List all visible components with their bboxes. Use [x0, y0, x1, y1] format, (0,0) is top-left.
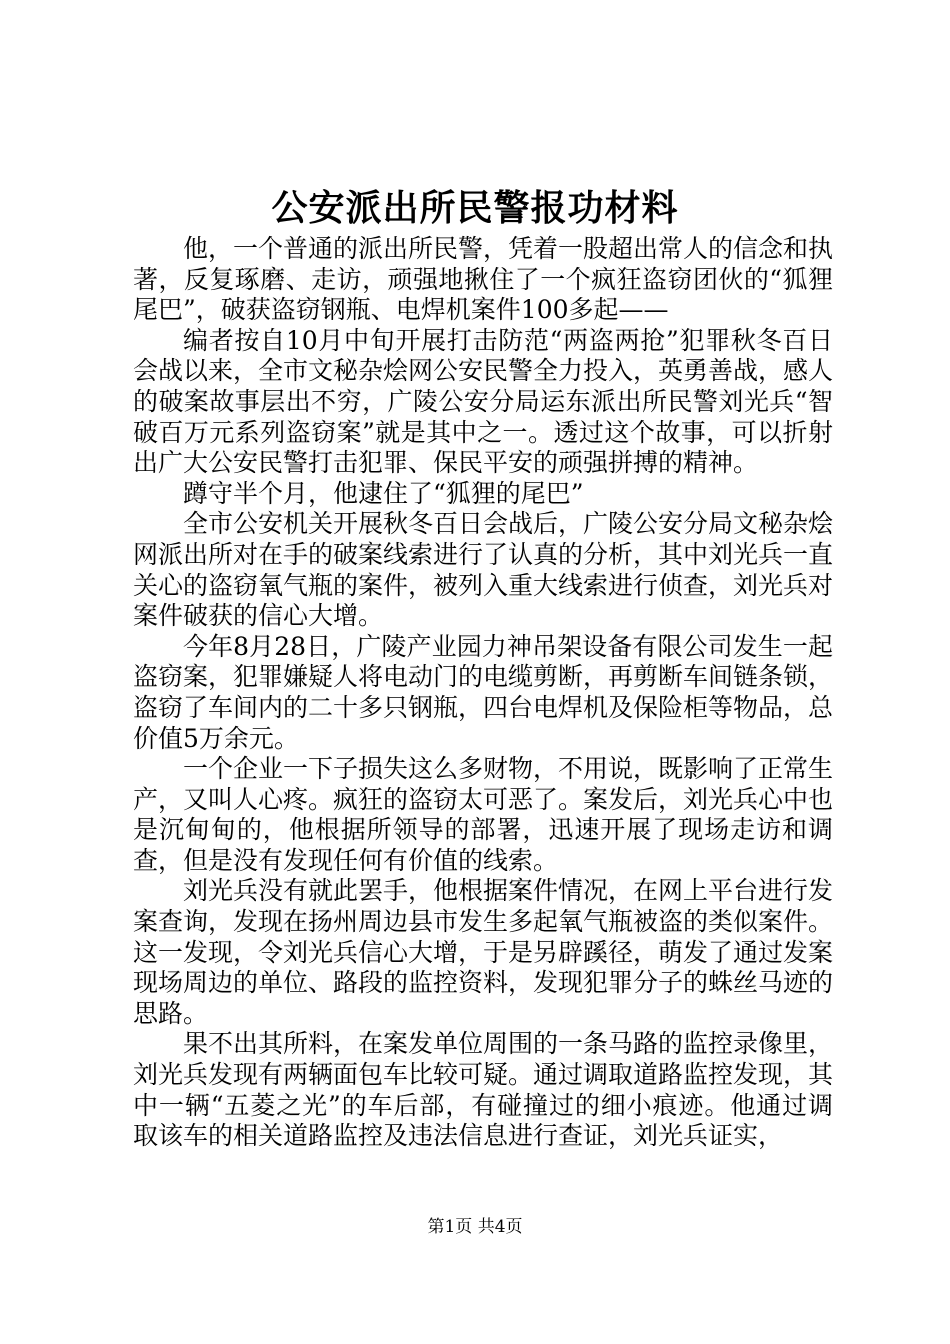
paragraph-body: 一个企业一下子损失这么多财物，不用说，既影响了正常生产，又叫人心疼。疯狂的盗窃太可恶了。案发后，刘光兵心中也是沉甸甸的，他根据所领导的部署，迅速开展了现场走访和调查，但是没有发现任何有价值的线索。 [133, 754, 834, 875]
page-number-footer: 第1页 共4页 [427, 1217, 523, 1237]
paragraph-body: 果不出其所料，在案发单位周围的一条马路的监控录像里，刘光兵发现有两辆面包车比较可疑。通过调取道路监控发现，其中一辆“五菱之光”的车后部，有碰撞过的细小痕迹。他通过调取该车的相关道路监控及违法信息进行查证，刘光兵证实， [133, 1029, 834, 1151]
paragraph-editor-note: 编者按自10月中旬开展打击防范“两盗两抢”犯罪秋冬百日会战以来，全市文秘杂烩网公安民警全力投入，英勇善战，感人的破案故事层出不穷，广陵公安分局运东派出所民警刘光兵“智破百万元系列盗窃案”就是其中之一。透过这个故事，可以折射出广大公安民警打击犯罪、保民平安的顽强拼搏的精神。 [133, 325, 834, 478]
document-title: 公安派出所民警报功材料 [271, 187, 679, 229]
paragraph-body: 今年8月28日，广陵产业园力神吊架设备有限公司发生一起盗窃案，犯罪嫌疑人将电动门的电缆剪断，再剪断车间链条锁，盗窃了车间内的二十多只钢瓶，四台电焊机及保险柜等物品，总价值5万余元。 [133, 631, 834, 753]
document-body [133, 234, 833, 1152]
paragraph-subheading: 蹲守半个月，他逮住了“狐狸的尾巴” [183, 478, 584, 508]
paragraph-intro: 他，一个普通的派出所民警，凭着一股超出常人的信念和执著，反复琢磨、走访，顽强地揪住了一个疯狂盗窃团伙的“狐狸尾巴”，破获盗窃钢瓶、电焊机案件100多起—— [133, 234, 834, 325]
paragraph-body: 全市公安机关开展秋冬百日会战后，广陵公安分局文秘杂烩网派出所对在手的破案线索进行了认真的分析，其中刘光兵一直关心的盗窃氧气瓶的案件，被列入重大线索进行侦查，刘光兵对案件破获的信心大增。 [133, 509, 834, 631]
paragraph-body: 刘光兵没有就此罢手，他根据案件情况，在网上平台进行发案查询，发现在扬州周边县市发生多起氧气瓶被盗的类似案件。这一发现，令刘光兵信心大增，于是另辟蹊径，萌发了通过发案现场周边的单位、路段的监控资料，发现犯罪分子的蛛丝马迹的思路。 [133, 876, 834, 1028]
